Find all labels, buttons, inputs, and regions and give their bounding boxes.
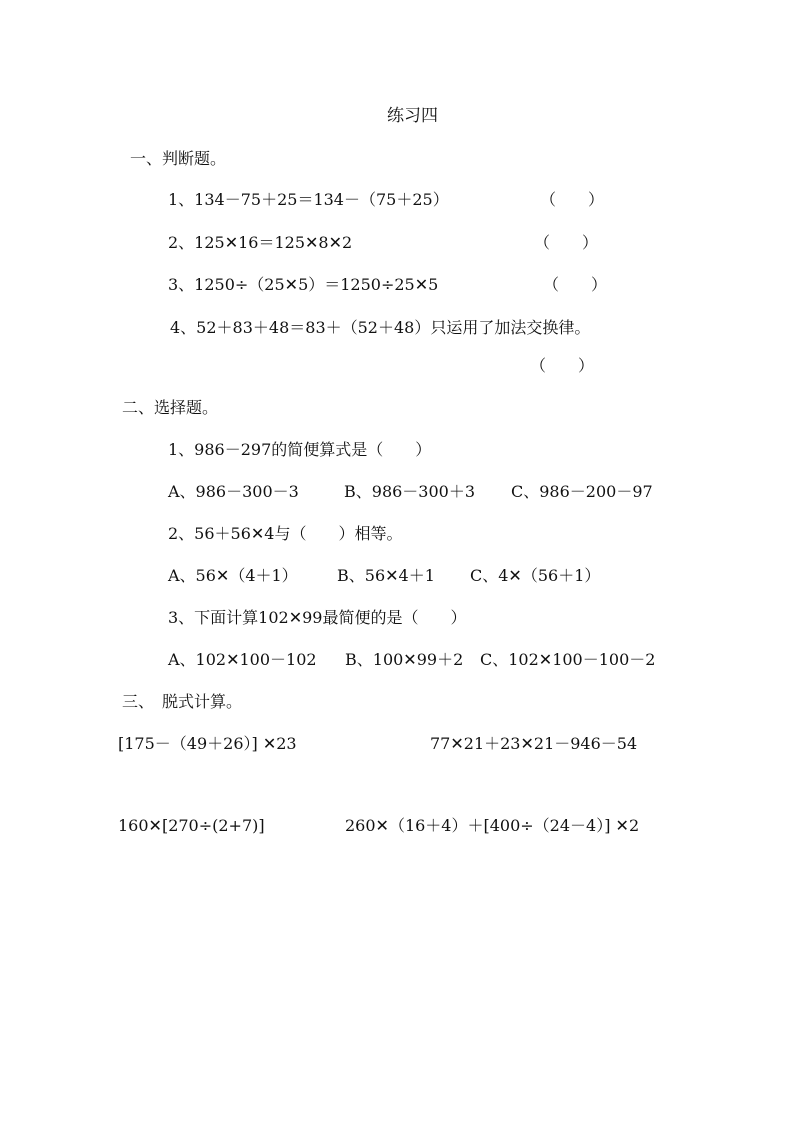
choice-q3-option-b: B、100✕99＋2 bbox=[345, 650, 464, 669]
choice-q2-option-c: C、4✕（56＋1） bbox=[470, 566, 601, 585]
calc-problem-1: [175－（49＋26）] ✕23 bbox=[118, 734, 297, 753]
section2-heading: 二、选择题。 bbox=[122, 398, 219, 417]
judge-item-1: 1、134－75＋25＝134－（75＋25） bbox=[168, 190, 449, 209]
judge-item-4: 4、52＋83＋48＝83＋（52＋48）只运用了加法交换律。 bbox=[170, 318, 591, 337]
section1-heading: 一、判断题。 bbox=[130, 149, 227, 168]
judge-blank-4: （ ） bbox=[530, 356, 595, 375]
judge-blank-1: （ ） bbox=[540, 190, 605, 209]
judge-item-3: 3、1250÷（25✕5）＝1250÷25✕5 bbox=[168, 275, 439, 294]
choice-q3-option-c: C、102✕100－100－2 bbox=[480, 650, 656, 669]
page-title: 练习四 bbox=[387, 106, 438, 126]
choice-question-3: 3、下面计算102✕99最简便的是（ ） bbox=[168, 608, 467, 627]
choice-q3-option-a: A、102✕100－102 bbox=[168, 650, 317, 669]
choice-q1-option-c: C、986－200－97 bbox=[511, 482, 653, 501]
choice-q2-option-a: A、56✕（4＋1） bbox=[168, 566, 298, 585]
choice-question-2: 2、56＋56✕4与（ ）相等。 bbox=[168, 524, 403, 543]
choice-q1-option-a: A、986－300－3 bbox=[168, 482, 299, 501]
section3-heading: 三、 脱式计算。 bbox=[122, 692, 243, 711]
calc-problem-2: 77✕21＋23✕21－946－54 bbox=[430, 734, 638, 753]
choice-q1-option-b: B、986－300＋3 bbox=[344, 482, 476, 501]
judge-blank-3: （ ） bbox=[543, 275, 608, 294]
choice-question-1: 1、986－297的简便算式是（ ） bbox=[168, 440, 432, 459]
calc-problem-4: 260✕（16＋4）＋[400÷（24－4）] ✕2 bbox=[345, 816, 640, 835]
judge-item-2: 2、125✕16＝125✕8✕2 bbox=[168, 233, 353, 252]
calc-problem-3: 160✕[270÷(2+7)] bbox=[118, 816, 265, 835]
judge-blank-2: （ ） bbox=[534, 233, 599, 252]
choice-q2-option-b: B、56✕4＋1 bbox=[337, 566, 435, 585]
